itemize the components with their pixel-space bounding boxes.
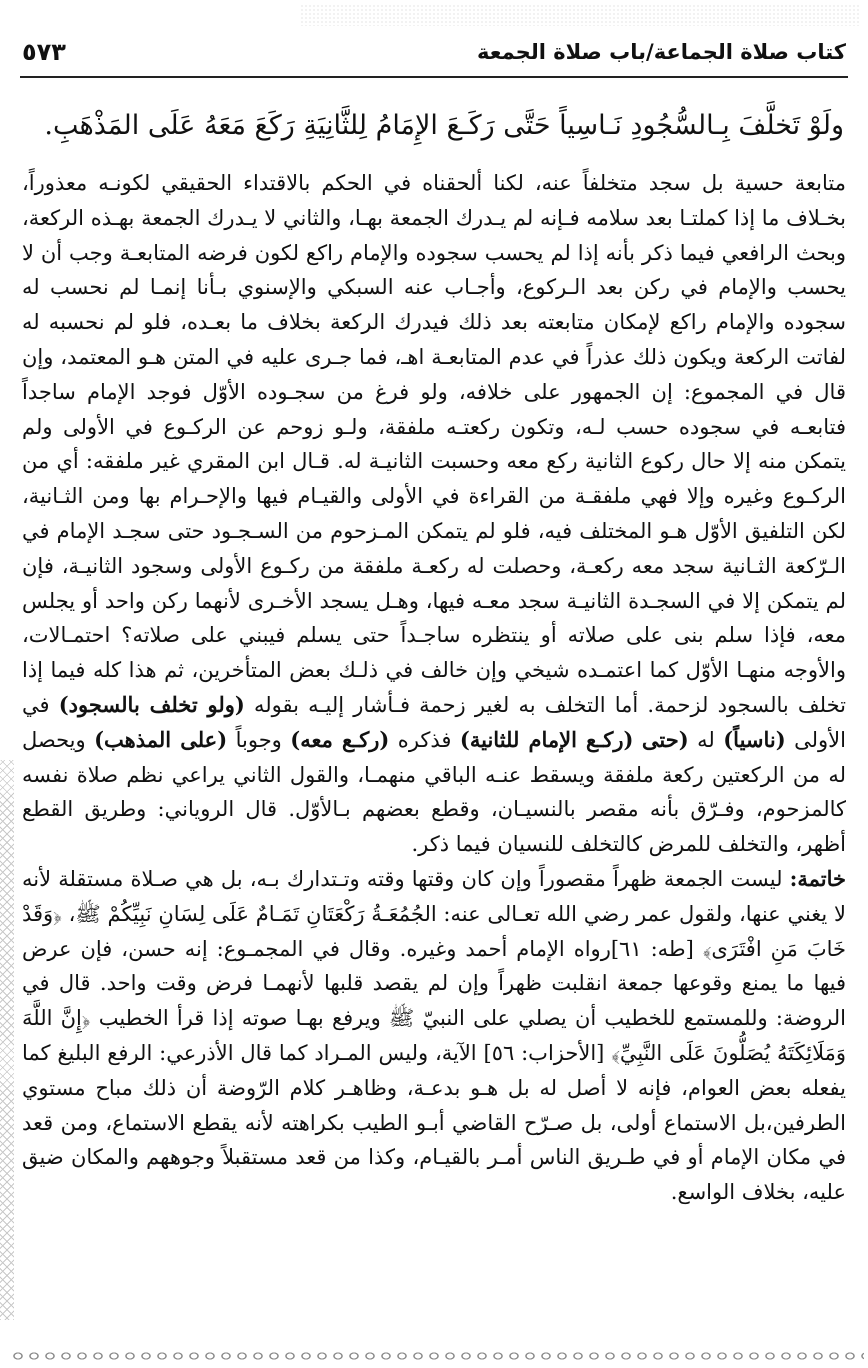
page-header (22, 30, 846, 74)
commentary-text (22, 166, 846, 1210)
quoted-matn: (ركـع معه) (290, 726, 390, 752)
running-title: كتاب صلاة الجماعة/باب صلاة الجمعة (477, 40, 846, 64)
quoted-matn: (ركـع الإمام للثانية) (459, 726, 634, 752)
text-run: له (688, 727, 724, 752)
khatima-paragraph (22, 862, 846, 1210)
khatima-label: خاتمة: (789, 865, 846, 891)
quoted-matn: (ولو تخلف بالسجود) (58, 691, 245, 717)
page-number: ٥٧٣ (22, 38, 66, 66)
text-run: في الأولى (22, 692, 846, 752)
margin-ornament (0, 760, 14, 1320)
text-run: وجوباً (227, 727, 291, 752)
quoted-matn: (ناسياً) (723, 726, 786, 752)
text-run: فذكره (389, 727, 460, 752)
scan-noise (300, 4, 860, 26)
bottom-ornament-border (10, 1350, 864, 1364)
text-run: متابعة حسية بل سجد متخلفاً عنه، لكنا ألحقناه في الحكم بالاقتداء الحقيقي لكونـه معذوراً، بخـلاف ما إذا كملتـا بعد سلامه فـإنه لم يـدرك الجمعة بهـا، والثاني لا يـدرك الجمعة بهـذه الركعة، وبحث الرافعي فيما ذكر بأنه إذا لم يحسب سجوده والإمام راكع لكون فرضه المتابعـة وجب أن لا يحسب والإمام في ركن بعد الـركوع، وأجـاب عنه السبكي والإسنوي بـأنا إنمـا لم نحسب له سجوده والإمام راكع لإمكان متابعته بعد ذلك فيدرك الركعة بخلاف ما بعـده، فلو لم نحسبه له لفاتت الركعة ويكون ذلك عذراً في عدم المتابعـة اهـ، فما جـرى عليه في المتن هـو المعتمد، وإن قال في المجموع: إن الجمهور على خلافه، ولو فرغ من سجـوده الأوّل فوجد الإمام ساجداً فتابعـه في سجوده حسب لـه، وتكون ركعتـه ملفقة، ولـو زوحم عن الركـوع في الأولى ولم يتمكن منه إلا حال ركوع الثانية ركع معه وحسبت الثانيـة له. قـال ابن المقري غير ملفقه: أي من الركـوع وغيره وإلا فهي ملفقـة من القراءة في الأولى والقيـام فيها والإحـرام بها ومن الثـانية، لكن التلفيق الأوّل هـو المختلف فيه، فلو لم يتمكن المـزحوم من السـجـود حتى سجـد الإمام في الـرّكعة الثـانية سجد معه ركعـة، وحصلت له ركعـة ملفقة من ركـوع الأولى وسجود الثانيـة، فإن لم يتمكن إلا في السجـدة الثانيـة سجد معـه فيها، وهـل يسجد الأخـرى لأنهما ركن واحد أو يجلس معه، فإذا سلم بنى على صلاته أو ينتظره ساجـداً حتى يسلم فيبني على صلاته؟ احتمـالات، والأوجه منهـا الأوّل كما اعتمـده شيخي وإن خالف في ذلـك بعض المتأخرين، ثم هذا كله فيما إذا تخلف بالسجود لزحمة. أما التخلف به لغير زحمة فـأشار إليـه بقوله (22, 171, 846, 717)
text-run (633, 728, 641, 752)
quoted-matn: (على المذهب) (94, 726, 228, 752)
quoted-matn: (حتى (641, 726, 689, 752)
matn-text: ولَوْ تَخلَّفَ بِـالسُّجُودِ نَـاسِياً حَتَّى رَكَـعَ الإِمَامُ لِلثَّانِيَةِ رَكَعَ مَعَهُ عَلَى المَذْهَبِ. (44, 110, 844, 141)
text-run: ويحصل له من الركعتين ركعة ملفقة ويسقط عنـه الباقي منهمـا، والقول الثاني يراعي نظم صلاة نفسه كالمزحوم، وفـرّق بأنه مقصر بالنسيـان، وقطع بعضهم بـالأوّل. قال الروياني: وطريق القطع أظهر، والتخلف للمرض كالتخلف للنسيان فيما ذكر. (22, 727, 846, 857)
commentary-paragraph (22, 166, 846, 862)
text-run: ليست الجمعة ظهراً مقصوراً وإن كان وقتها وقته وتـتدارك بـه، بل هي صـلاة مستقلة لأنه لا يغني عنها، ولقول عمر رضي الله تعـالى عنه: الجُمُعَـةُ رَكْعَتَانِ تَمَـامٌ عَلَى لِسَانِ نَبِيِّكُمْ ﷺ، ﴿وَقَدْ خَابَ مَنِ افْتَرَى﴾ [طه: ٦١]رواه الإمام أحمد وغيره. وقال في المجمـوع: إنه حسن، فإن عرض فيها ما يمنع وقوعها جمعة انقلبت ظهراً وإن لم يقصد قلبها لأنهمـا فرض وقت واحد. قال في الروضة: وللمستمع للخطيب أن يصلي على النبيّ ﷺ ويرفع بهـا صوته إذا قرأ الخطيب ﴿إِنَّ اللَّهَ وَمَلَائِكَتَهُ يُصَلُّونَ عَلَى النَّبِيِّ﴾ [الأحزاب: ٥٦] الآية، وليس المـراد كما قال الأذرعي: الرفع البليغ كما يفعله بعض العوام، فإنه لا أصل له بل هـو بدعـة، وظاهـر كلام الرّوضة أن ذلك مباح مستوي الطرفين،بل الاستماع أولى، بل صـرّح القاضي أبـو الطيب بكراهته لأنه يقطع الاستماع، ومن قعد في مكان الإمام أو في طـريق الناس أمـر بالقيـام، وكذا من قعد مستقبلاً وجوههم والمكان ضيق عليه، بخلاف الواسع. (22, 866, 846, 1205)
header-rule (20, 76, 848, 78)
